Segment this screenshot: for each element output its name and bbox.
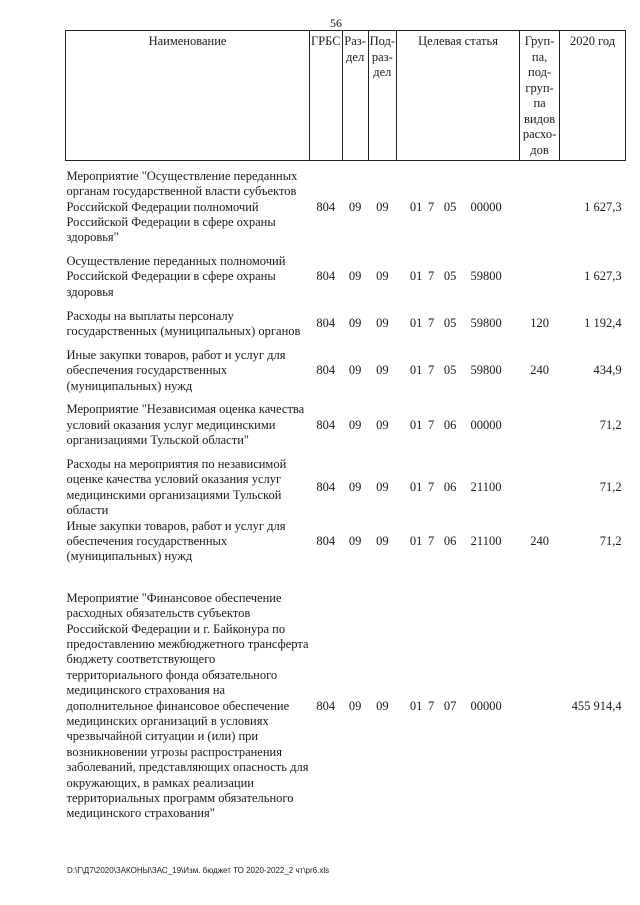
budget-table [65,30,626,822]
header-grbs-label: ГРБС [311,34,341,48]
header-name [66,31,310,161]
row-target [397,457,520,519]
row-name: Мероприятие "Осуществление переданных органам государственной власти субъектов Российской Федерации полномочий Российской Федерации в сфере охраны здоровья" [66,168,298,245]
row-grbs: 804 [316,363,336,378]
row-target [397,161,520,254]
row-group: 240 [530,533,549,548]
row-name: Осуществление переданных полномочий Российской Федерации в сфере охраны здоровья [66,253,286,299]
header-podrazdel-label: Под- раз- дел [369,34,396,79]
row-grbs: 804 [316,269,336,284]
target-direction: 21100 [470,533,502,548]
row-group [520,161,560,254]
row-amount: 71,2 [599,479,622,494]
row-grbs: 804 [316,479,336,494]
header-target [397,31,520,161]
header-group [520,31,560,161]
row-amount: 455 914,4 [571,698,622,713]
header-year [560,31,626,161]
target-direction: 00000 [470,698,502,713]
row-podrazdel: 09 [376,269,389,284]
row-grbs: 804 [316,417,336,432]
row-amount: 1 192,4 [584,316,622,331]
target-subprogram: 7 [427,417,435,432]
row-grbs: 804 [316,533,336,548]
row-razdel: 09 [348,199,362,214]
row-group: 240 [530,363,549,378]
row-target [397,519,520,565]
target-direction: 59800 [470,269,502,284]
row-podrazdel: 09 [376,417,389,432]
row-name: Мероприятие "Независимая оценка качества условий оказания услуг медицинскими организациями Тульской области" [66,402,305,448]
table-row [66,348,626,395]
header-target-label: Целевая статья [418,34,498,48]
row-target [397,395,520,457]
target-program: 01 [409,363,423,378]
row-group [520,457,560,519]
header-podrazdel [368,31,396,161]
row-grbs: 804 [316,199,336,214]
header-year-label: 2020 год [569,34,616,48]
target-program: 01 [409,417,423,432]
target-measure: 07 [443,698,457,713]
target-program: 01 [409,316,423,331]
row-podrazdel: 09 [376,533,389,548]
target-direction: 00000 [470,199,502,214]
target-measure: 06 [443,533,457,548]
target-program: 01 [409,199,423,214]
table-row [66,161,626,254]
row-group [520,591,560,822]
row-name: Иные закупки товаров, работ и услуг для обеспечения государственных (муниципальных) нужд [66,347,286,393]
row-name: Расходы на мероприятия по независимой оценке качества условий оказания услуг медицинскими организациями Тульской области [66,456,287,517]
target-program: 01 [409,698,423,713]
target-program: 01 [409,479,423,494]
row-podrazdel: 09 [376,316,389,331]
target-measure: 05 [443,269,457,284]
target-program: 01 [409,533,423,548]
row-podrazdel: 09 [376,479,389,494]
row-group [520,395,560,457]
target-direction: 00000 [470,417,502,432]
row-razdel: 09 [348,479,362,494]
target-subprogram: 7 [427,269,435,284]
target-subprogram: 7 [427,316,435,331]
row-amount: 1 627,3 [584,199,622,214]
table-row [66,395,626,457]
target-program: 01 [409,269,423,284]
target-measure: 05 [443,199,457,214]
target-subprogram: 7 [427,698,435,713]
table-row [66,591,626,822]
target-subprogram: 7 [427,199,435,214]
target-direction: 59800 [470,316,502,331]
header-name-label: Наименование [148,34,227,48]
row-amount: 1 627,3 [584,269,622,284]
row-name: Расходы на выплаты персоналу государственных (муниципальных) органов [66,308,301,338]
header-razdel-label: Раз- дел [344,34,366,64]
row-grbs: 804 [316,316,336,331]
row-target [397,301,520,348]
table-row [66,301,626,348]
target-subprogram: 7 [427,479,435,494]
row-amount: 71,2 [599,417,622,432]
row-podrazdel: 09 [376,199,389,214]
page-number: 56 [330,16,342,30]
row-razdel: 09 [348,533,362,548]
row-name: Мероприятие "Финансовое обеспечение расходных обязательств субъектов Российской Федерации и г. Байконура по предоставлению межбюджетного трансферта бюджету соответствующего территориального фонда обязательного медицинского страхования на дополнительное финансовое обеспечение медицинских организаций в условиях чрезвычайной ситуации и (или) при возникновении угрозы распространения заболеваний, представляющих опасность для окружающих, в рамках реализации территориальных программ обязательного медицинского страхования" [66,590,309,821]
row-razdel: 09 [348,417,362,432]
row-razdel: 09 [348,316,362,331]
row-grbs: 804 [316,698,336,713]
row-razdel: 09 [348,698,362,713]
target-subprogram: 7 [427,363,435,378]
row-group [520,254,560,301]
row-name: Иные закупки товаров, работ и услуг для обеспечения государственных (муниципальных) нужд [66,518,286,564]
row-amount: 434,9 [593,363,622,378]
target-measure: 06 [443,417,457,432]
target-subprogram: 7 [427,533,435,548]
target-measure: 05 [443,316,457,331]
row-razdel: 09 [348,269,362,284]
header-razdel [342,31,368,161]
target-direction: 59800 [470,363,502,378]
table-row [66,457,626,519]
table-row [66,254,626,301]
row-podrazdel: 09 [376,698,389,713]
row-target [397,591,520,822]
row-group: 120 [530,316,549,331]
header-group-label: Груп- па, под- груп- па видов расхо- дов [522,34,557,157]
row-target [397,254,520,301]
table-header-row [66,31,626,161]
row-amount: 71,2 [599,533,622,548]
file-path-footer: D:\Г\Д7\2020\ЗАКОНЫ\ЗАС_19\Изм. бюджет ТО 2020-2022_2 чт\pr6.xls [67,866,330,875]
target-direction: 21100 [470,479,502,494]
table-row [66,519,626,565]
row-target [397,348,520,395]
header-grbs [310,31,343,161]
row-podrazdel: 09 [376,363,389,378]
target-measure: 05 [443,363,457,378]
target-measure: 06 [443,479,457,494]
row-razdel: 09 [348,363,362,378]
